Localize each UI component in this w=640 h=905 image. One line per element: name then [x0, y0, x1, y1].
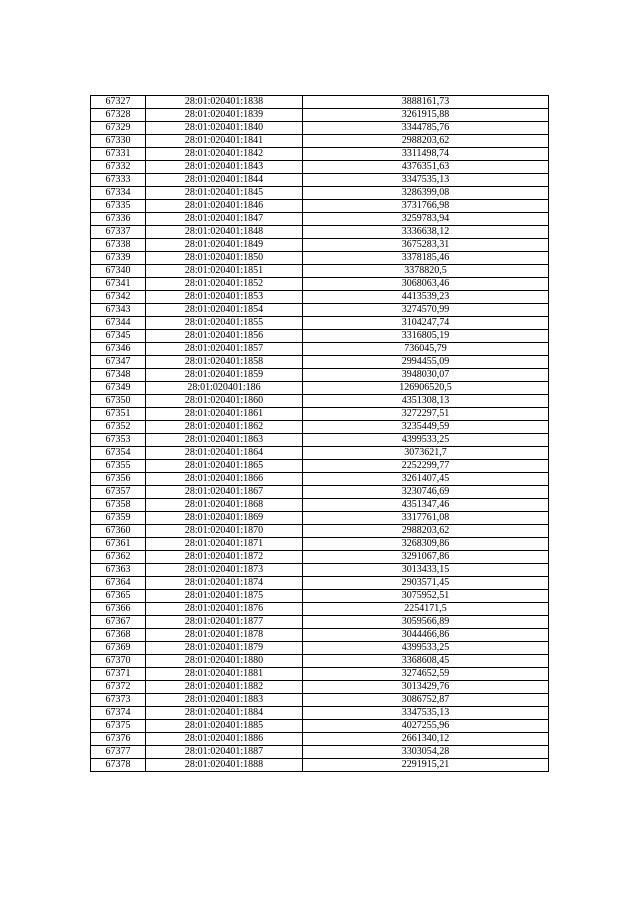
table-row	[91, 447, 549, 460]
table-row	[91, 343, 549, 356]
table-row	[91, 590, 549, 603]
row-number-cell: 67372	[91, 681, 146, 694]
row-number-cell: 67365	[91, 590, 146, 603]
table-row	[91, 213, 549, 226]
table-row	[91, 174, 549, 187]
cadastral-value-cell: 3230746,69	[303, 486, 549, 499]
cadastral-value-cell: 3235449,59	[303, 421, 549, 434]
cadastral-number-cell: 28:01:020401:1869	[146, 512, 303, 525]
table-row	[91, 135, 549, 148]
table-row	[91, 655, 549, 668]
table-row	[91, 239, 549, 252]
cadastral-number-cell: 28:01:020401:1872	[146, 551, 303, 564]
table-row	[91, 551, 549, 564]
cadastral-number-cell: 28:01:020401:1849	[146, 239, 303, 252]
cadastral-value-table	[90, 95, 549, 772]
cadastral-value-cell: 3268309,86	[303, 538, 549, 551]
table-row	[91, 629, 549, 642]
table-row	[91, 226, 549, 239]
table-row	[91, 161, 549, 174]
row-number-cell: 67356	[91, 473, 146, 486]
row-number-cell: 67368	[91, 629, 146, 642]
table-row	[91, 408, 549, 421]
table-row	[91, 96, 549, 109]
cadastral-value-cell: 3274652,59	[303, 668, 549, 681]
cadastral-number-cell: 28:01:020401:1840	[146, 122, 303, 135]
cadastral-value-cell: 3073621,7	[303, 447, 549, 460]
row-number-cell: 67327	[91, 96, 146, 109]
table-row	[91, 369, 549, 382]
cadastral-number-cell: 28:01:020401:1846	[146, 200, 303, 213]
cadastral-value-cell: 3336638,12	[303, 226, 549, 239]
cadastral-value-cell: 3316805,19	[303, 330, 549, 343]
cadastral-value-cell: 3104247,74	[303, 317, 549, 330]
cadastral-number-cell: 28:01:020401:1865	[146, 460, 303, 473]
row-number-cell: 67367	[91, 616, 146, 629]
row-number-cell: 67377	[91, 746, 146, 759]
row-number-cell: 67366	[91, 603, 146, 616]
cadastral-value-cell: 4376351,63	[303, 161, 549, 174]
cadastral-number-cell: 28:01:020401:1864	[146, 447, 303, 460]
table-row	[91, 486, 549, 499]
row-number-cell: 67361	[91, 538, 146, 551]
table-body	[91, 96, 549, 772]
row-number-cell: 67328	[91, 109, 146, 122]
cadastral-value-cell: 3261407,45	[303, 473, 549, 486]
cadastral-value-cell: 3888161,73	[303, 96, 549, 109]
cadastral-value-cell: 2903571,45	[303, 577, 549, 590]
cadastral-number-cell: 28:01:020401:1847	[146, 213, 303, 226]
row-number-cell: 67363	[91, 564, 146, 577]
cadastral-number-cell: 28:01:020401:1848	[146, 226, 303, 239]
row-number-cell: 67332	[91, 161, 146, 174]
cadastral-number-cell: 28:01:020401:1874	[146, 577, 303, 590]
cadastral-number-cell: 28:01:020401:1882	[146, 681, 303, 694]
cadastral-number-cell: 28:01:020401:1871	[146, 538, 303, 551]
table-row	[91, 603, 549, 616]
cadastral-number-cell: 28:01:020401:1859	[146, 369, 303, 382]
cadastral-number-cell: 28:01:020401:1839	[146, 109, 303, 122]
row-number-cell: 67358	[91, 499, 146, 512]
cadastral-number-cell: 28:01:020401:1880	[146, 655, 303, 668]
table-row	[91, 538, 549, 551]
cadastral-value-cell: 4413539,23	[303, 291, 549, 304]
row-number-cell: 67341	[91, 278, 146, 291]
row-number-cell: 67357	[91, 486, 146, 499]
cadastral-number-cell: 28:01:020401:1881	[146, 668, 303, 681]
cadastral-value-cell: 2661340,12	[303, 733, 549, 746]
row-number-cell: 67353	[91, 434, 146, 447]
table-row	[91, 681, 549, 694]
row-number-cell: 67333	[91, 174, 146, 187]
cadastral-number-cell: 28:01:020401:1858	[146, 356, 303, 369]
cadastral-value-cell: 3344785,76	[303, 122, 549, 135]
table-row	[91, 694, 549, 707]
cadastral-number-cell: 28:01:020401:1851	[146, 265, 303, 278]
cadastral-value-cell: 4399533,25	[303, 642, 549, 655]
row-number-cell: 67376	[91, 733, 146, 746]
cadastral-number-cell: 28:01:020401:1844	[146, 174, 303, 187]
cadastral-value-cell: 2988203,62	[303, 525, 549, 538]
table-row	[91, 525, 549, 538]
cadastral-number-cell: 28:01:020401:1861	[146, 408, 303, 421]
row-number-cell: 67347	[91, 356, 146, 369]
cadastral-value-cell: 2994455,09	[303, 356, 549, 369]
cadastral-value-cell: 3731766,98	[303, 200, 549, 213]
row-number-cell: 67362	[91, 551, 146, 564]
cadastral-value-cell: 3259783,94	[303, 213, 549, 226]
row-number-cell: 67344	[91, 317, 146, 330]
table-row	[91, 304, 549, 317]
table-row	[91, 668, 549, 681]
table-row	[91, 616, 549, 629]
table-row	[91, 122, 549, 135]
cadastral-value-cell: 2291915,21	[303, 759, 549, 772]
row-number-cell: 67354	[91, 447, 146, 460]
cadastral-number-cell: 28:01:020401:1870	[146, 525, 303, 538]
cadastral-number-cell: 28:01:020401:1860	[146, 395, 303, 408]
cadastral-value-cell: 3059566,89	[303, 616, 549, 629]
table-row	[91, 577, 549, 590]
cadastral-value-cell: 3272297,51	[303, 408, 549, 421]
cadastral-value-cell: 3948030,07	[303, 369, 549, 382]
row-number-cell: 67330	[91, 135, 146, 148]
table-row	[91, 200, 549, 213]
cadastral-number-cell: 28:01:020401:1841	[146, 135, 303, 148]
cadastral-value-cell: 736045,79	[303, 343, 549, 356]
cadastral-number-cell: 28:01:020401:1863	[146, 434, 303, 447]
cadastral-number-cell: 28:01:020401:1886	[146, 733, 303, 746]
cadastral-value-cell: 3303054,28	[303, 746, 549, 759]
cadastral-value-cell: 3013433,15	[303, 564, 549, 577]
row-number-cell: 67340	[91, 265, 146, 278]
cadastral-value-cell: 3075952,51	[303, 590, 549, 603]
cadastral-value-cell: 3311498,74	[303, 148, 549, 161]
table-row	[91, 148, 549, 161]
cadastral-value-cell: 3347535,13	[303, 707, 549, 720]
table-row	[91, 421, 549, 434]
row-number-cell: 67336	[91, 213, 146, 226]
row-number-cell: 67334	[91, 187, 146, 200]
cadastral-value-cell: 2254171,5	[303, 603, 549, 616]
table-row	[91, 265, 549, 278]
table-row	[91, 187, 549, 200]
row-number-cell: 67374	[91, 707, 146, 720]
row-number-cell: 67342	[91, 291, 146, 304]
cadastral-number-cell: 28:01:020401:1843	[146, 161, 303, 174]
cadastral-number-cell: 28:01:020401:1845	[146, 187, 303, 200]
row-number-cell: 67351	[91, 408, 146, 421]
cadastral-value-cell: 2252299,77	[303, 460, 549, 473]
table-row	[91, 252, 549, 265]
row-number-cell: 67378	[91, 759, 146, 772]
cadastral-value-cell: 3261915,88	[303, 109, 549, 122]
table-row	[91, 759, 549, 772]
row-number-cell: 67349	[91, 382, 146, 395]
cadastral-number-cell: 28:01:020401:1877	[146, 616, 303, 629]
table-row	[91, 746, 549, 759]
row-number-cell: 67329	[91, 122, 146, 135]
table-row	[91, 317, 549, 330]
row-number-cell: 67343	[91, 304, 146, 317]
cadastral-number-cell: 28:01:020401:1850	[146, 252, 303, 265]
row-number-cell: 67335	[91, 200, 146, 213]
cadastral-value-cell: 3368608,45	[303, 655, 549, 668]
row-number-cell: 67338	[91, 239, 146, 252]
cadastral-value-cell: 3286399,08	[303, 187, 549, 200]
row-number-cell: 67339	[91, 252, 146, 265]
row-number-cell: 67337	[91, 226, 146, 239]
row-number-cell: 67371	[91, 668, 146, 681]
table-row	[91, 291, 549, 304]
cadastral-value-cell: 3675283,31	[303, 239, 549, 252]
cadastral-value-cell: 3378820,5	[303, 265, 549, 278]
table-row	[91, 356, 549, 369]
cadastral-number-cell: 28:01:020401:1867	[146, 486, 303, 499]
cadastral-number-cell: 28:01:020401:1838	[146, 96, 303, 109]
cadastral-number-cell: 28:01:020401:1887	[146, 746, 303, 759]
cadastral-value-cell: 3068063,46	[303, 278, 549, 291]
cadastral-number-cell: 28:01:020401:1883	[146, 694, 303, 707]
row-number-cell: 67331	[91, 148, 146, 161]
row-number-cell: 67348	[91, 369, 146, 382]
table-row	[91, 395, 549, 408]
table-row	[91, 512, 549, 525]
cadastral-value-cell: 4351347,46	[303, 499, 549, 512]
table-row	[91, 460, 549, 473]
cadastral-value-cell: 3044466,86	[303, 629, 549, 642]
row-number-cell: 67355	[91, 460, 146, 473]
cadastral-value-cell: 2988203,62	[303, 135, 549, 148]
cadastral-number-cell: 28:01:020401:1857	[146, 343, 303, 356]
cadastral-number-cell: 28:01:020401:1876	[146, 603, 303, 616]
row-number-cell: 67370	[91, 655, 146, 668]
cadastral-number-cell: 28:01:020401:1854	[146, 304, 303, 317]
cadastral-number-cell: 28:01:020401:1873	[146, 564, 303, 577]
table-row	[91, 499, 549, 512]
cadastral-number-cell: 28:01:020401:1868	[146, 499, 303, 512]
cadastral-value-cell: 4351308,13	[303, 395, 549, 408]
table-row	[91, 109, 549, 122]
row-number-cell: 67375	[91, 720, 146, 733]
table-row	[91, 707, 549, 720]
cadastral-value-cell: 3274570,99	[303, 304, 549, 317]
cadastral-value-cell: 3013429,76	[303, 681, 549, 694]
table-row	[91, 733, 549, 746]
table-row	[91, 434, 549, 447]
table-row	[91, 382, 549, 395]
cadastral-number-cell: 28:01:020401:1842	[146, 148, 303, 161]
row-number-cell: 67352	[91, 421, 146, 434]
cadastral-number-cell: 28:01:020401:1853	[146, 291, 303, 304]
cadastral-number-cell: 28:01:020401:1884	[146, 707, 303, 720]
row-number-cell: 67373	[91, 694, 146, 707]
row-number-cell: 67360	[91, 525, 146, 538]
table-row	[91, 330, 549, 343]
cadastral-number-cell: 28:01:020401:1885	[146, 720, 303, 733]
cadastral-value-cell: 4399533,25	[303, 434, 549, 447]
table-row	[91, 720, 549, 733]
cadastral-number-cell: 28:01:020401:186	[146, 382, 303, 395]
cadastral-value-cell: 3378185,46	[303, 252, 549, 265]
table-row	[91, 278, 549, 291]
cadastral-number-cell: 28:01:020401:1855	[146, 317, 303, 330]
cadastral-number-cell: 28:01:020401:1852	[146, 278, 303, 291]
cadastral-value-cell: 126906520,5	[303, 382, 549, 395]
cadastral-number-cell: 28:01:020401:1888	[146, 759, 303, 772]
cadastral-number-cell: 28:01:020401:1862	[146, 421, 303, 434]
row-number-cell: 67350	[91, 395, 146, 408]
cadastral-number-cell: 28:01:020401:1879	[146, 642, 303, 655]
row-number-cell: 67364	[91, 577, 146, 590]
table-row	[91, 564, 549, 577]
row-number-cell: 67359	[91, 512, 146, 525]
cadastral-value-cell: 3291067,86	[303, 551, 549, 564]
cadastral-value-cell: 3317761,08	[303, 512, 549, 525]
table-row	[91, 642, 549, 655]
cadastral-number-cell: 28:01:020401:1875	[146, 590, 303, 603]
row-number-cell: 67369	[91, 642, 146, 655]
cadastral-number-cell: 28:01:020401:1878	[146, 629, 303, 642]
row-number-cell: 67345	[91, 330, 146, 343]
cadastral-number-cell: 28:01:020401:1856	[146, 330, 303, 343]
cadastral-number-cell: 28:01:020401:1866	[146, 473, 303, 486]
row-number-cell: 67346	[91, 343, 146, 356]
cadastral-value-cell: 3086752,87	[303, 694, 549, 707]
cadastral-value-cell: 3347535,13	[303, 174, 549, 187]
cadastral-value-cell: 4027255,96	[303, 720, 549, 733]
table-row	[91, 473, 549, 486]
